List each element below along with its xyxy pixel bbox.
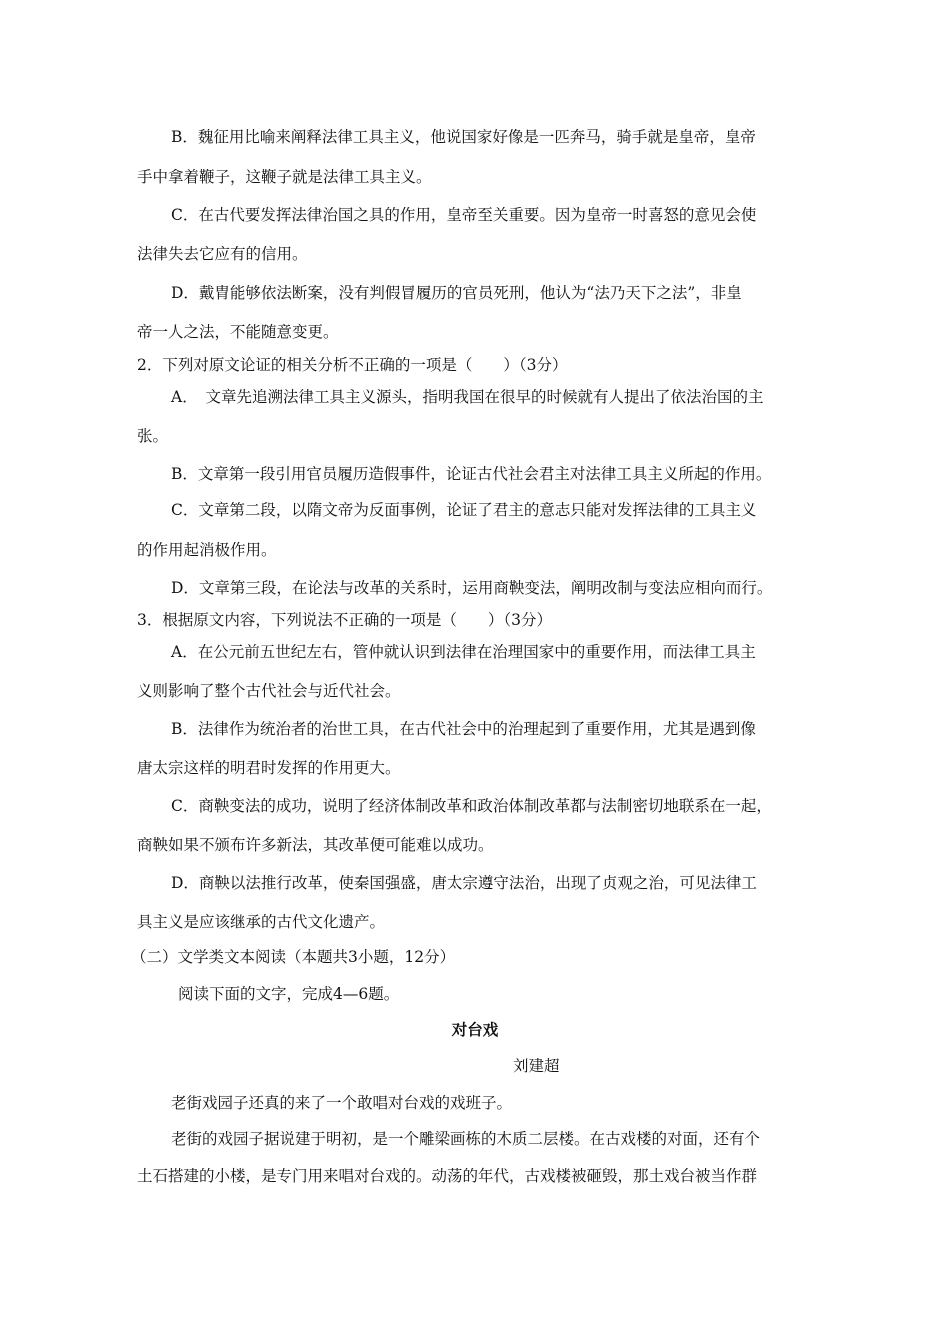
question-3: 3．根据原文内容，下列说法不正确的一项是（ ）（3分）	[137, 611, 552, 629]
option-d-line-2: 帝一人之法，不能随意变更。	[137, 323, 339, 341]
q3-option-b-line-2: 唐太宗这样的明君时发挥的作用更大。	[137, 759, 401, 777]
q2-option-b: B．文章第一段引用官员履历造假事件，论证古代社会君主对法律工具主义所起的作用。	[171, 465, 772, 483]
q3-option-b-line-1: B．法律作为统治者的治世工具，在古代社会中的治理起到了重要作用，尤其是遇到像	[171, 720, 756, 738]
q3-option-c-line-1: C．商鞅变法的成功，说明了经济体制改革和政治体制改革都与法制密切地联系在一起，	[171, 797, 772, 815]
option-b-line-2: 手中拿着鞭子，这鞭子就是法律工具主义。	[137, 168, 432, 186]
q3-option-a-line-2: 义则影响了整个古代社会与近代社会。	[137, 682, 401, 700]
option-d-line-1: D．戴胄能够依法断案，没有判假冒履历的官员死刑，他认为“法乃天下之法”，非皇	[171, 284, 742, 302]
story-title: 对台戏	[451, 1021, 499, 1039]
option-c-line-1: C．在古代要发挥法律治国之具的作用，皇帝至关重要。因为皇帝一时喜怒的意见会使	[171, 206, 757, 224]
q3-option-c-line-2: 商鞅如果不颁布许多新法，其改革便可能难以成功。	[137, 836, 494, 854]
q3-option-d-line-2: 具主义是应该继承的古代文化遗产。	[137, 913, 386, 931]
reading-instruction: 阅读下面的文字，完成4—6题。	[178, 985, 400, 1003]
q2-option-a-line-2: 张。	[137, 427, 169, 445]
q2-option-a-line-1: A． 文章先追溯法律工具主义源头，指明我国在很早的时候就有人提出了依法治国的主	[171, 388, 764, 406]
option-c-line-2: 法律失去它应有的信用。	[137, 245, 308, 263]
section-heading: （二）文学类文本阅读（本题共3小题，12分）	[131, 948, 456, 966]
question-2: 2．下列对原文论证的相关分析不正确的一项是（ ）（3分）	[137, 356, 568, 374]
q2-option-d: D．文章第三段，在论法与改革的关系时，运用商鞅变法，阐明改制与变法应相向而行。	[171, 579, 773, 597]
q3-option-a-line-1: A．在公元前五世纪左右，管仲就认识到法律在治理国家中的重要作用，而法律工具主	[171, 643, 756, 661]
q3-option-d-line-1: D．商鞅以法推行改革，使秦国强盛，唐太宗遵守法治，出现了贞观之治，可见法律工	[171, 874, 757, 892]
story-paragraph-1: 老街戏园子还真的来了一个敢唱对台戏的戏班子。	[171, 1094, 513, 1112]
q2-option-c-line-2: 的作用起消极作用。	[137, 541, 277, 559]
story-paragraph-2-line-1: 老街的戏园子据说建于明初，是一个雕梁画栋的木质二层楼。在古戏楼的对面，还有个	[171, 1130, 761, 1148]
q2-option-c-line-1: C．文章第二段，以隋文帝为反面事例，论证了君主的意志只能对发挥法律的工具主义	[171, 501, 757, 519]
option-b-line-1: B．魏征用比喻来阐释法律工具主义，他说国家好像是一匹奔马，骑手就是皇帝，皇帝	[171, 128, 756, 146]
story-paragraph-2-line-2: 土石搭建的小楼，是专门用来唱对台戏的。动荡的年代，古戏楼被砸毁，那土戏台被当作群	[137, 1167, 758, 1185]
story-author: 刘建超	[513, 1057, 560, 1075]
